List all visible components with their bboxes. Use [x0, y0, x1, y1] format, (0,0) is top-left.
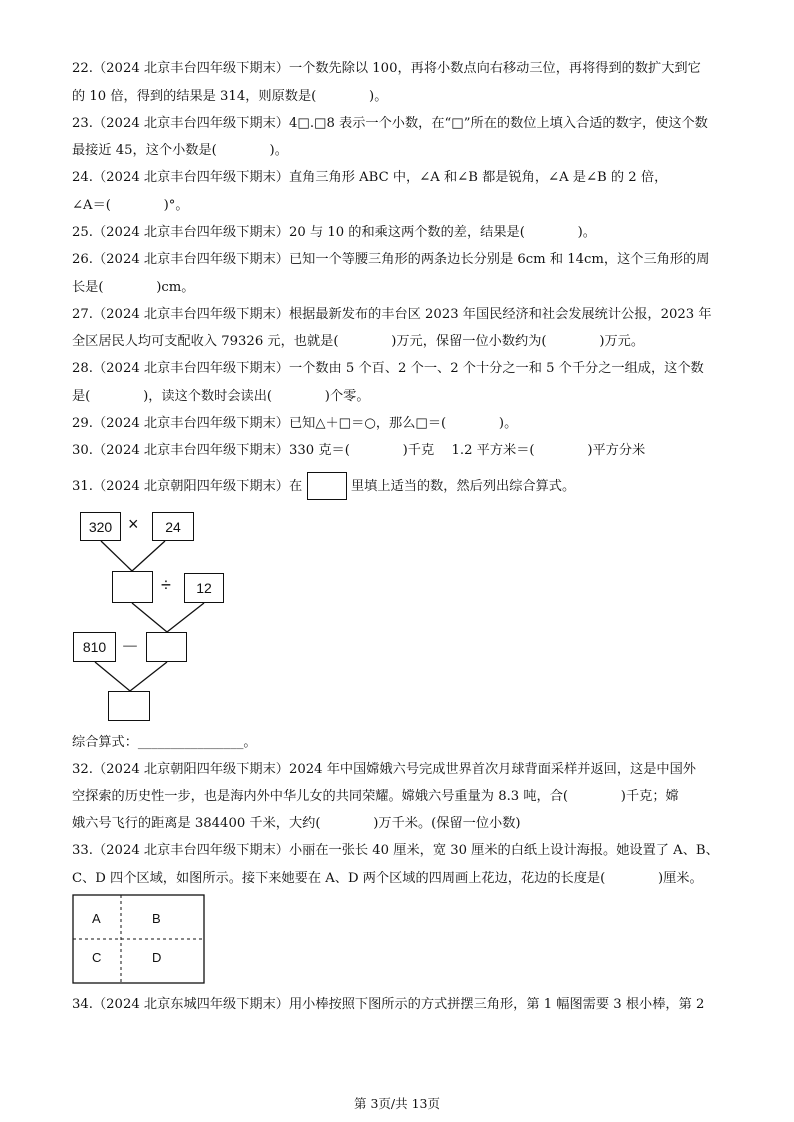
region-a-label: A [92, 911, 101, 926]
box-12: 12 [184, 573, 224, 603]
q32-line1: 32.（2024 北京朝阳四年级下期末）2024 年中国嫦娥六号完成世界首次月球背面采样并返回，这是中国外 [72, 762, 696, 777]
q23-line1: 23.（2024 北京丰台四年级下期末）4□.□8 表示一个小数，在“□”所在的数位上填入合适的数字，使这个数 [72, 116, 708, 131]
region-c-label: C [92, 950, 102, 965]
connector-product [132, 603, 167, 632]
q24-line2: ∠A＝( )°。 [72, 198, 189, 213]
minus-sign: － [121, 637, 139, 657]
q31-expression: 综合算式：________________。 [72, 735, 257, 750]
box-24: 24 [152, 512, 194, 541]
box-810: 810 [73, 632, 116, 662]
answer-box-result[interactable] [108, 691, 150, 721]
q32-line2: 空探索的历史性一步，也是海内外中华儿女的共同荣耀。嫦娥六号重量为 8.3 吨，合( )千克；嫦 [72, 789, 679, 804]
connector-quotient [130, 662, 167, 691]
q28-line2: 是( )，读这个数时会读出( )个零。 [72, 389, 370, 404]
q25-line: 25.（2024 北京丰台四年级下期末）20 与 10 的和乘这两个数的差，结果是( )。 [72, 225, 596, 240]
q23-line2: 最接近 45，这个小数是( )。 [72, 143, 288, 158]
connector-12 [167, 603, 204, 632]
q22-line2: 的 10 倍，得到的结果是 314，则原数是( )。 [72, 89, 388, 104]
connector-24 [132, 541, 165, 571]
region-b-label: B [152, 911, 161, 926]
q32-line3: 娥六号飞行的距离是 384400 千米，大约( )万千米。(保留一位小数) [72, 816, 521, 831]
poster-grid-diagram [72, 894, 206, 986]
answer-box-quotient[interactable] [146, 632, 187, 662]
answer-box-product[interactable] [112, 571, 153, 603]
q26-line2: 长是( )cm。 [72, 280, 195, 295]
q33-line1: 33.（2024 北京丰台四年级下期末）小丽在一张长 40 厘米，宽 30 厘米的白纸上设计海报。她设置了 A、B、 [72, 843, 719, 858]
q27-line2: 全区居民人均可支配收入 79326 元，也就是( )万元，保留一位小数约为( )万元。 [72, 334, 645, 349]
region-d-label: D [152, 950, 162, 965]
q26-line1: 26.（2024 北京丰台四年级下期末）已知一个等腰三角形的两条边长分别是 6cm 和 14cm，这个三角形的周 [72, 252, 710, 267]
page-number: 第 3页/共 13页 [353, 1096, 441, 1111]
q30-line: 30.（2024 北京丰台四年级下期末）330 克＝( )千克 1.2 平方米＝( )平方分米 [72, 443, 646, 458]
connector-810 [95, 662, 130, 691]
q34-line1: 34.（2024 北京东城四年级下期末）用小棒按照下图所示的方式拼摆三角形，第 1 幅图需要 3 根小棒，第 2 [72, 997, 705, 1012]
q27-line1: 27.（2024 北京丰台四年级下期末）根据最新发布的丰台区 2023 年国民经济和社会发展统计公报，2023 年 [72, 307, 712, 322]
box-320: 320 [80, 512, 121, 541]
times-sign: × [128, 514, 139, 534]
connector-320 [101, 541, 132, 571]
q29-line: 29.（2024 北京丰台四年级下期末）已知△＋□＝○，那么□＝( )。 [72, 416, 518, 431]
q24-line1: 24.（2024 北京丰台四年级下期末）直角三角形 ABC 中，∠A 和∠B 都是锐角，∠A 是∠B 的 2 倍， [72, 170, 668, 185]
divide-sign: ÷ [161, 575, 171, 595]
q31-line-end: 里填上适当的数，然后列出综合算式。 [351, 479, 576, 494]
q28-line1: 28.（2024 北京丰台四年级下期末）一个数由 5 个百、2 个一、2 个十分之一和 5 个千分之一组成，这个数 [72, 361, 704, 376]
q31-line-start: 31.（2024 北京朝阳四年级下期末）在 [72, 479, 303, 494]
q22-line1: 22.（2024 北京丰台四年级下期末）一个数先除以 100，再将小数点向右移动三位，再将得到的数扩大到它 [72, 61, 701, 76]
q33-line2: C、D 四个区域，如图所示。接下来她要在 A、D 两个区域的四周画上花边，花边的长度是( )厘米。 [72, 871, 703, 886]
